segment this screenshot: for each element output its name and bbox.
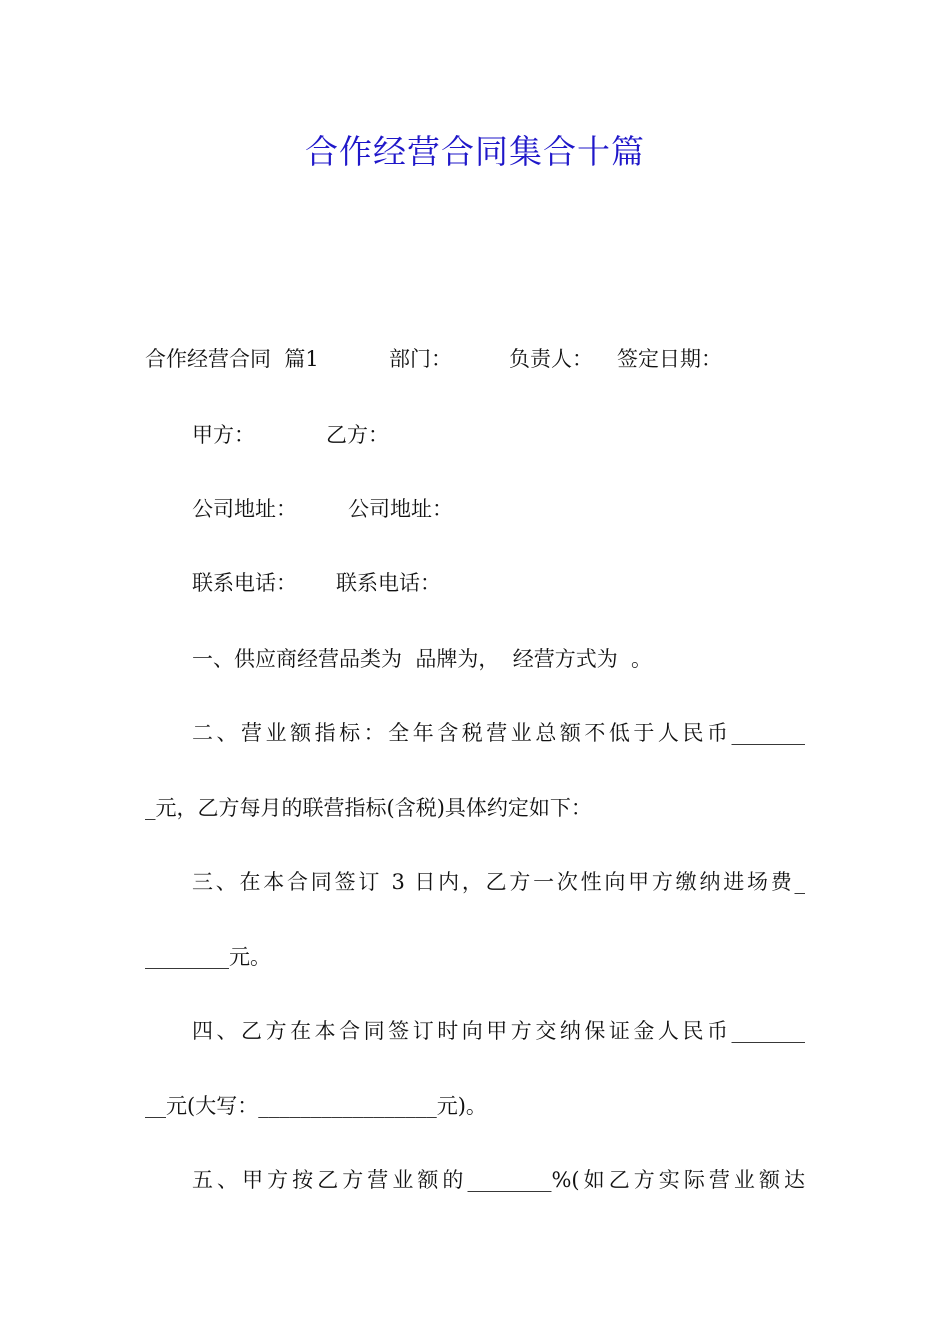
clause-three-line-2: ________元。 xyxy=(145,945,271,969)
party-b-label: 乙方： xyxy=(326,423,389,447)
parties-row xyxy=(192,420,752,452)
contract-label: 合作经营合同 篇1 xyxy=(145,347,319,371)
phones-row xyxy=(192,568,752,600)
company-address-a-label: 公司地址： xyxy=(192,497,297,521)
clause-two-line-2: _元，乙方每月的联营指标(含税)具体约定如下： xyxy=(145,796,592,820)
party-a-label: 甲方： xyxy=(192,423,255,447)
phone-a-label: 联系电话： xyxy=(192,571,297,595)
department-label: 部门： xyxy=(389,347,452,371)
document-title: 合作经营合同集合十篇 xyxy=(305,132,645,171)
responsible-label: 负责人： xyxy=(509,347,593,371)
clause-one: 一、供应商经营品类为 品牌为， 经营方式为 。 xyxy=(192,647,653,671)
sign-date-label: 签定日期： xyxy=(617,347,722,371)
company-address-b-label: 公司地址： xyxy=(348,497,453,521)
clause-five-line-1: 五、甲方按乙方营业额的________%(如乙方实际营业额达 xyxy=(192,1168,805,1192)
contract-meta-row xyxy=(145,344,805,376)
addresses-row xyxy=(192,494,752,526)
clause-four-line-1: 四、乙方在本合同签订时向甲方交纳保证金人民币_______ xyxy=(192,1019,805,1043)
clause-two-line-1: 二、营业额指标：全年含税营业总额不低于人民币_______ xyxy=(192,721,805,745)
phone-b-label: 联系电话： xyxy=(336,571,441,595)
clause-three-line-1: 三、在本合同签订 3 日内，乙方一次性向甲方缴纳进场费_ xyxy=(192,870,805,894)
clause-four-line-2: __元(大写：_________________元)。 xyxy=(145,1094,487,1118)
